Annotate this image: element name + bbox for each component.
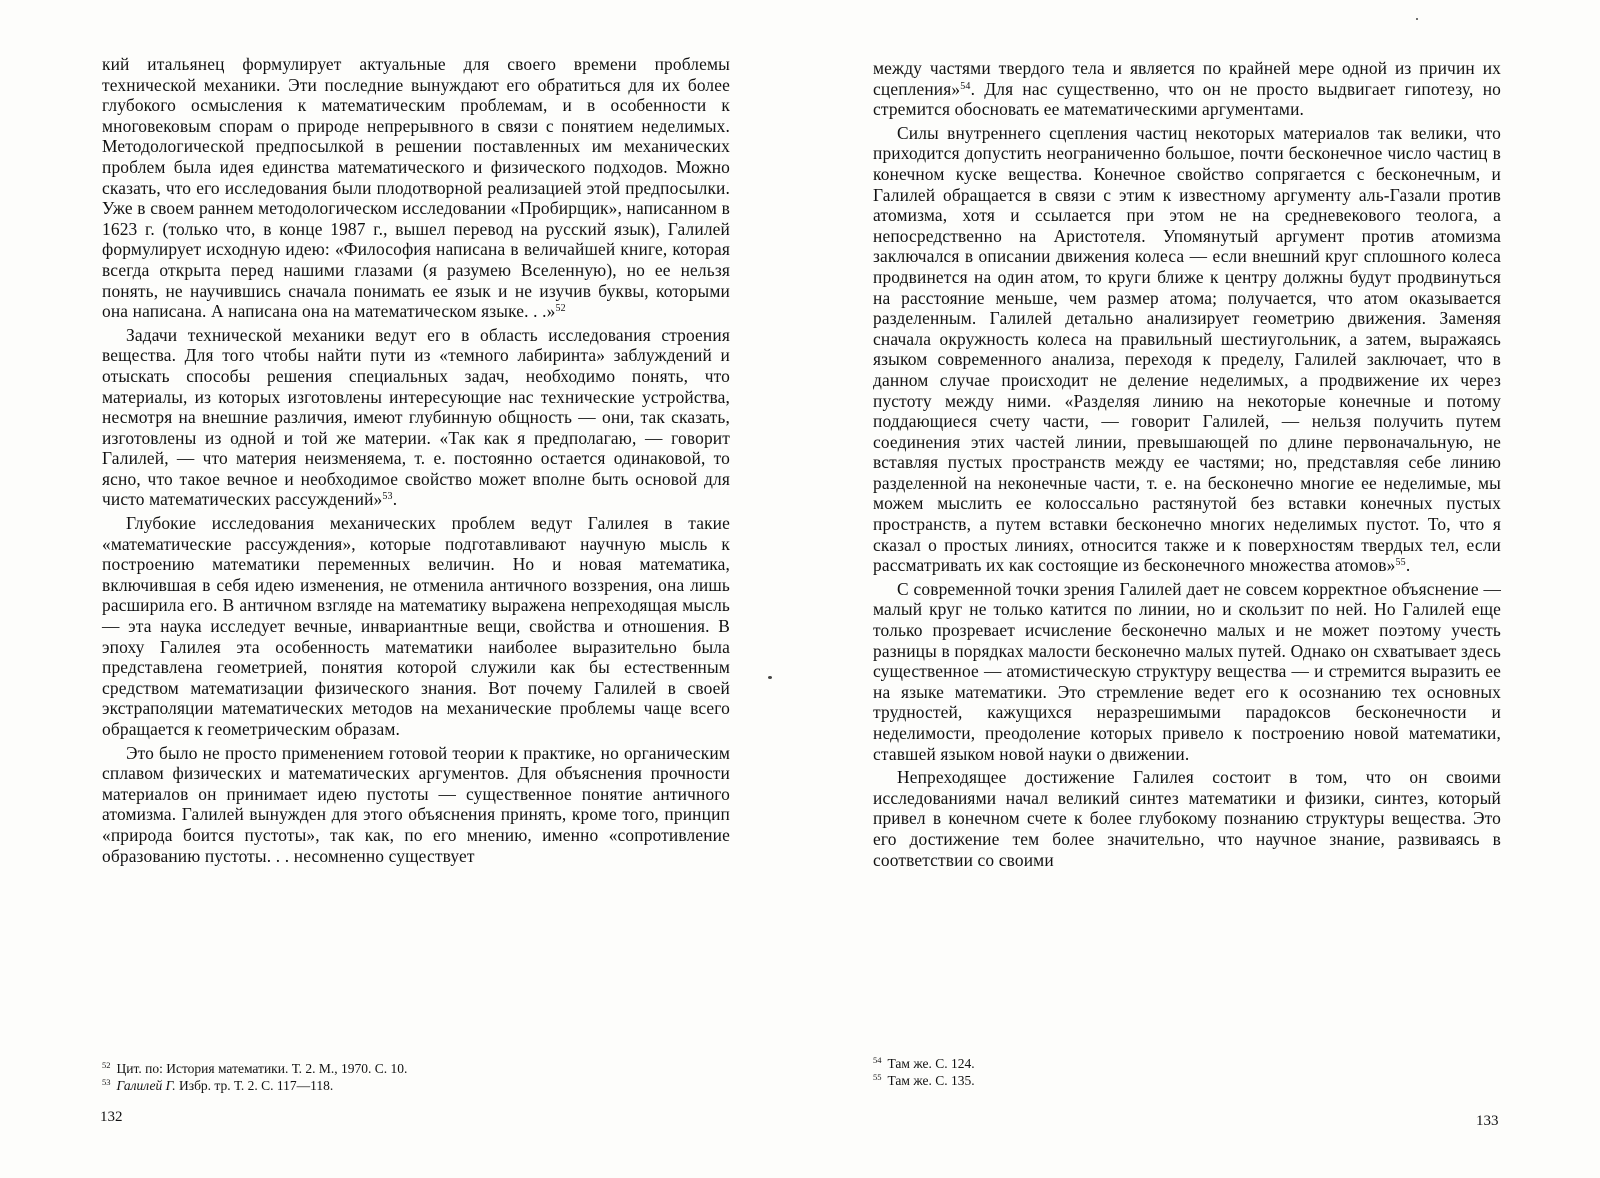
paragraph bbox=[873, 58, 1501, 120]
paragraph bbox=[102, 513, 730, 740]
page-number-right: 133 bbox=[1476, 1113, 1499, 1129]
paragraph-tail: . bbox=[1405, 555, 1411, 576]
footnote-reference: 55 bbox=[1395, 557, 1406, 569]
paragraph bbox=[873, 579, 1501, 764]
footnote bbox=[873, 1055, 1501, 1072]
right-page-text bbox=[873, 58, 1501, 873]
footnote-reference: 53 bbox=[382, 491, 393, 503]
paragraph bbox=[102, 743, 730, 867]
paragraph bbox=[873, 123, 1501, 576]
footnote-author: Галилей Г. bbox=[116, 1078, 176, 1093]
footnote-number: 52 bbox=[102, 1060, 111, 1070]
footnote-number: 53 bbox=[102, 1077, 111, 1087]
footnote-text: Там же. С. 124. bbox=[887, 1056, 975, 1071]
footnote-number: 55 bbox=[873, 1072, 882, 1082]
right-page bbox=[800, 0, 1600, 1178]
paragraph bbox=[102, 325, 730, 510]
footnote-number: 54 bbox=[873, 1055, 882, 1065]
paragraph-tail: . Для нас существенно, что он не просто выдвигает гипотезу, но стремится обосновать ее математическими аргументами. bbox=[873, 78, 1501, 120]
scan-speck bbox=[768, 676, 772, 679]
paragraph-text: Непреходящее достижение Галилея состоит в том, что он своими исследованиями начал великий синтез математики и физики, синтез, который привел в конечном счете к более глубокому познанию структуры вещества. Это его достижение тем более значительно, что научное знание, развиваясь в соответствии со своими bbox=[873, 767, 1501, 870]
left-page-text bbox=[102, 54, 730, 869]
paragraph-text: С современной точки зрения Галилей дает не совсем корректное объяснение — малый круг не только катится по линии, но и скользит по ней. Но Галилей еще только прозревает исчисление бесконечно малых и не может поэтому учесть разницы в порядках малости бесконечно малых путей. Однако он схватывает здесь существенное — атомистическую структуру вещества — и стремится выразить ее на языке математики. Это стремление ведет его к осознанию тех основных трудностей, кажущихся неразрешимыми парадоксов бесконечности и неделимости, преодоление которых привело к построению новой математики, ставшей языком новой науки о движении. bbox=[873, 578, 1501, 764]
paragraph-text: Задачи технической механики ведут его в область исследования строения вещества. Для того чтобы найти пути из «темного лабиринта» заблуждений и отыскать способы решения специальных задач, необходимо понять, что материалы, из которых изготовлены интересующие нас технические устройства, несмотря на внешние различия, имеют глубинную общность — они, так сказать, изготовлены из одной и той же материи. «Так как я предполагаю, — говорит Галилей, — что материя неизменяема, т. е. постоянно остается одинаковой, то ясно, что такое вечное и необходимое свойство может вполне быть основой для чисто математических рассуждений» bbox=[102, 324, 730, 510]
paragraph-tail: . bbox=[392, 489, 398, 510]
left-footnotes bbox=[102, 1060, 730, 1094]
paragraph bbox=[873, 767, 1501, 870]
footnote-reference: 54 bbox=[960, 80, 971, 92]
paragraph-text: Силы внутреннего сцепления частиц некоторых материалов так велики, что приходится допустить неограниченно большое, почти бесконечное число частиц в конечном куске вещества. Конечное свойство сопрягается с бесконечным, и Галилей обращается в связи с этим к известному аргументу аль-Газали против атомизма, хотя и ссылается при этом не на средневекового теолога, а непосредственно на Аристотеля. Упомянутый аргумент против атомизма заключался в описании движения колеса — если внешний круг сплошного колеса продвинется на один атом, то круги ближе к центру должны будут продвинуться на расстояние меньше, чем размер атома; получается, что атом оказывается разделенным. Галилей детально анализирует геометрию движения. Заменяя сначала окружность колеса на правильный шестиугольник, а затем, выражаясь языком современного анализа, переходя к пределу, Галилей заключает, что в данном случае происходит не деление неделимых, а продвижение их через пустоту между ними. «Разделяя линию на некоторые конечные и потому поддающиеся счету части, — говорит Галилей, — нельзя получить путем соединения этих частей линии, превышающей по длине первоначальную, не вставляя пустых пространств между ее частями; но, представляя себе линию разделенной на неконечные части, т. е. на бесконечно многие ее неделимые, мы можем мыслить ее колоссально растянутой без вставки конечных пустых пространств, а путем вставки бесконечно многих неделимых пустот. То, что я сказал о простых линиях, относится также и к поверхностям твердых тел, если рассматривать их как состоящие из бесконечного множества атомов» bbox=[873, 122, 1501, 576]
paragraph-text: Глубокие исследования механических проблем ведут Галилея в такие «математические рассуждения», которые подготавливают научную мысль к построению математики переменных величин. Но и новая математика, включившая в себя идею изменения, не отменила античного воззрения, она лишь расширила его. В античном взгляде на математику выражена непреходящая мысль — эта наука исследует вечные, инвариантные вещи, свойства и отношения. В эпоху Галилея эта особенность математики наиболее выразительно была представлена геометрией, понятия которой служили как бы естественным средством математизации физического знания. Вот почему Галилей в своей экстраполяции математических методов на механические проблемы чаще всего обращается к геометрическим образам. bbox=[102, 513, 730, 739]
scan-speck bbox=[1416, 18, 1418, 20]
paragraph bbox=[102, 54, 730, 322]
paragraph-text: Это было не просто применением готовой теории к практике, но органическим сплавом физических и математических аргументов. Для объяснения прочности материалов он принимает идею пустоты — существенное понятие античного атомизма. Галилей вынужден для этого объяснения принять, кроме того, принцип «природа боится пустоты», так как, по его мнению, именно «сопротивление образованию пустоты. . . несомненно существует bbox=[102, 742, 730, 866]
paragraph-text: между частями твердого тела и является по крайней мере одной из причин их сцепления» bbox=[873, 58, 1501, 99]
footnote-reference: 52 bbox=[555, 303, 566, 315]
footnote-text: Избр. тр. Т. 2. С. 117—118. bbox=[175, 1078, 334, 1093]
paragraph-text: кий итальянец формулирует актуальные для своего времени проблемы технической механики. Эти последние вынуждают его обратиться для их более глубокого осмысления к математическим проблемам, и в особенности к многовековым спорам о природе непрерывного в связи с понятием неделимых. Методологической предпосылкой в решении поставленных им механических проблем была идея единства математического и физического подходов. Можно сказать, что его исследования были плодотворной реализацией этой предпосылки. Уже в своем раннем методологическом исследовании «Пробирщик», написанном в 1623 г. (только что, в конце 1987 г., вышел перевод на русский язык), Галилей формулирует исходную идею: «Философия написана в величайшей книге, которая всегда открыта перед нашими глазами (я разумею Вселенную), но ее нельзя понять, не научившись сначала понимать ее язык и не изучив буквы, которыми она написана. А написана она на математическом языке. . .» bbox=[102, 54, 730, 322]
footnote-text: Там же. С. 135. bbox=[887, 1073, 975, 1088]
page-number-left: 132 bbox=[100, 1109, 123, 1125]
footnote bbox=[102, 1077, 730, 1094]
footnote bbox=[873, 1072, 1501, 1089]
footnote bbox=[102, 1060, 730, 1077]
right-footnotes bbox=[873, 1055, 1501, 1089]
footnote-text: Цит. по: История математики. Т. 2. М., 1970. С. 10. bbox=[116, 1061, 408, 1076]
